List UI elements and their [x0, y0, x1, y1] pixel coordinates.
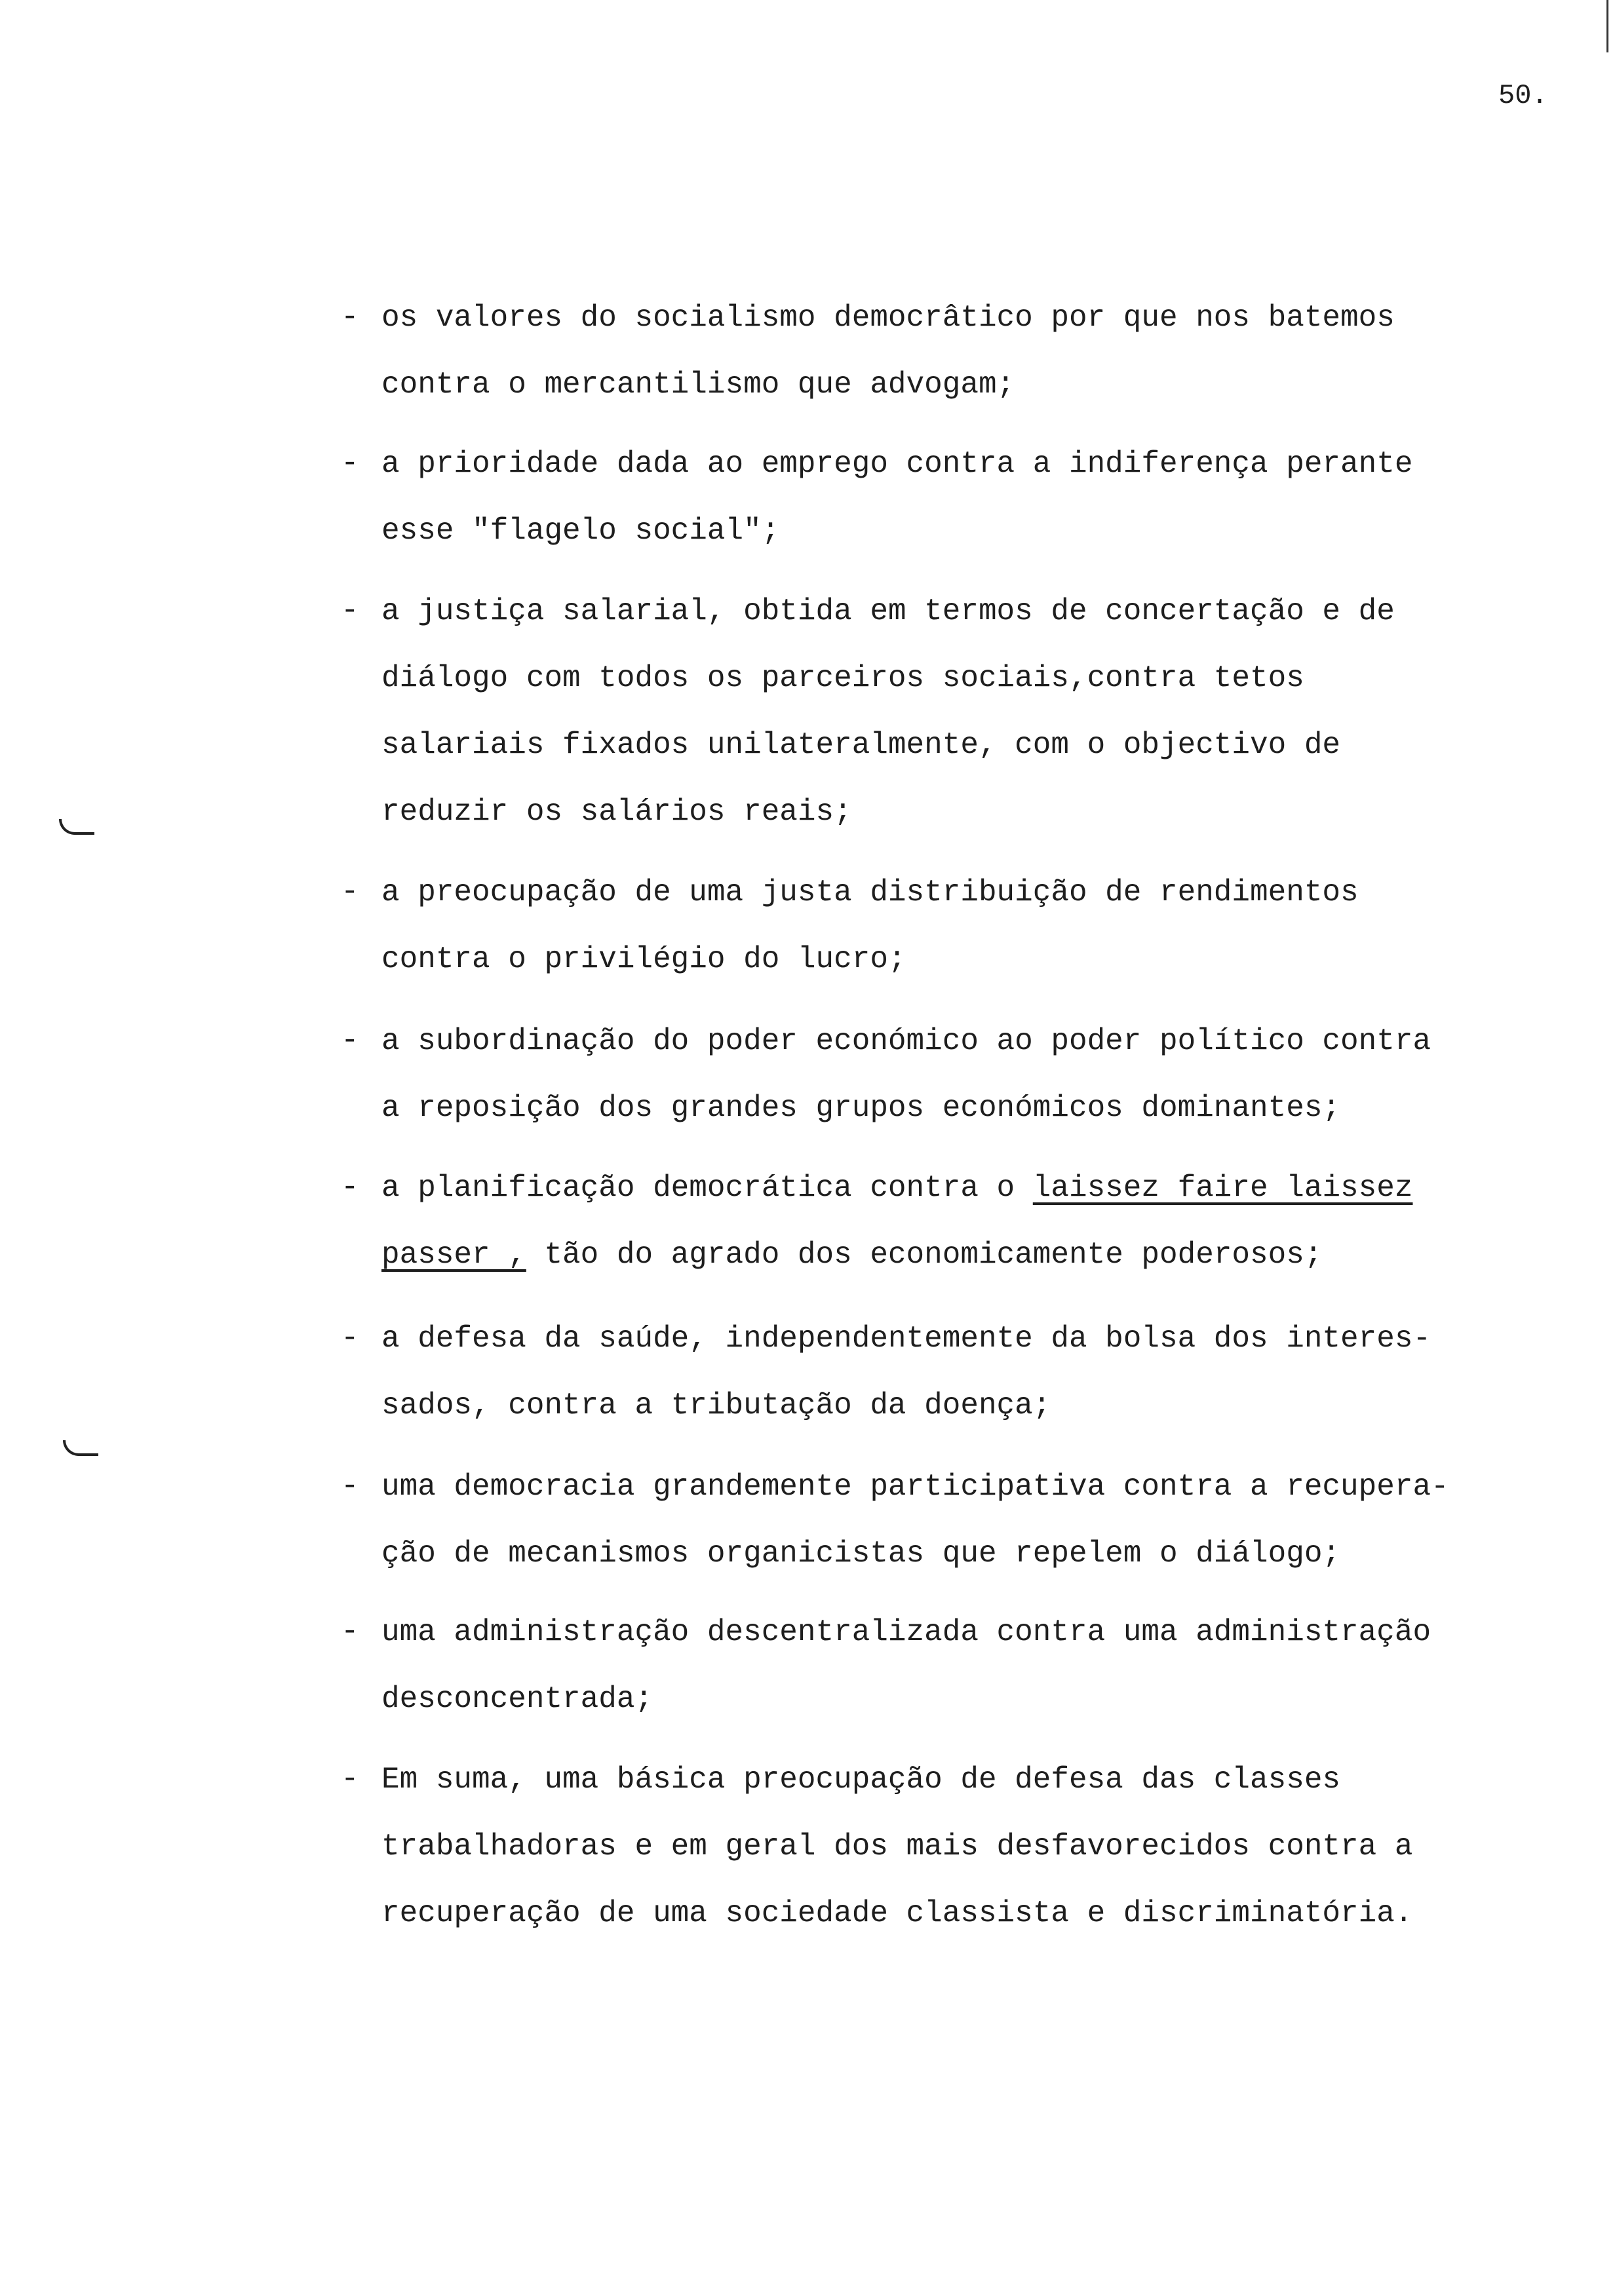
text-line: contra o privilégio do lucro;: [381, 942, 906, 976]
list-item: [341, 430, 1586, 564]
text-line: reduzir os salários reais;: [381, 795, 852, 829]
list-item: [341, 284, 1586, 418]
list-item-text: [381, 284, 1586, 418]
text-segment: a planificação democrática contra o: [381, 1171, 1033, 1205]
text-line: a reposição dos grandes grupos económicos dominantes;: [381, 1091, 1341, 1125]
list-item-text: [381, 1453, 1586, 1587]
list-item: [341, 578, 1586, 845]
text-line: os valores do socialismo democrâtico por que nos batemos: [381, 301, 1395, 335]
list-item-text: [381, 430, 1586, 564]
list-item: [341, 1008, 1586, 1141]
text-segment: tão do agrado dos economicamente poderosos;: [526, 1238, 1323, 1272]
text-line: ção de mecanismos organicistas que repelem o diálogo;: [381, 1537, 1341, 1571]
list-item: [341, 859, 1586, 993]
text-line: esse "flagelo social";: [381, 514, 780, 548]
list-item: [341, 1453, 1586, 1587]
list-bullet-dash: -: [341, 1615, 359, 1649]
list-item-text: [381, 1155, 1586, 1288]
list-item: [341, 1599, 1586, 1732]
list-bullet-dash: -: [341, 1321, 359, 1355]
list-bullet-dash: -: [341, 300, 359, 334]
list-bullet-dash: -: [341, 1170, 359, 1204]
list-item-text: [381, 1746, 1586, 1947]
list-item: [341, 1746, 1586, 1947]
list-bullet-dash: -: [341, 1469, 359, 1503]
underlined-phrase: laissez faire laissez: [1032, 1171, 1413, 1205]
text-line: contra o mercantilismo que advogam;: [381, 368, 1015, 402]
list-bullet-dash: -: [341, 594, 359, 628]
margin-pencil-mark: [63, 1440, 98, 1456]
text-line: diálogo com todos os parceiros sociais,contra tetos: [381, 661, 1304, 695]
text-line: desconcentrada;: [381, 1682, 653, 1716]
text-line: uma democracia grandemente participativa contra a recupera-: [381, 1470, 1449, 1504]
text-line: a subordinação do poder económico ao poder político contra: [381, 1024, 1431, 1058]
text-line: [381, 1155, 1586, 1221]
list-item-text: [381, 1008, 1586, 1141]
underlined-phrase: passer ,: [381, 1238, 526, 1272]
page-number: 50.: [1498, 80, 1548, 111]
list-item: [341, 1305, 1586, 1439]
list-item-text: [381, 859, 1586, 993]
list-bullet-dash: -: [341, 875, 359, 909]
margin-tick-mark: [1606, 0, 1608, 52]
text-line: [381, 1221, 1586, 1288]
list-bullet-dash: -: [341, 446, 359, 480]
text-line: Em suma, uma básica preocupação de defesa das classes: [381, 1763, 1341, 1797]
text-line: trabalhadoras e em geral dos mais desfavorecidos contra a: [381, 1829, 1413, 1864]
text-line: sados, contra a tributação da doença;: [381, 1388, 1051, 1423]
text-line: a defesa da saúde, independentemente da bolsa dos interes-: [381, 1322, 1431, 1356]
list-item-text: [381, 1599, 1586, 1732]
list-bullet-dash: -: [341, 1024, 359, 1058]
list-item: [341, 1155, 1586, 1288]
text-line: a prioridade dada ao emprego contra a indiferença perante: [381, 447, 1413, 481]
margin-pencil-mark: [59, 819, 94, 835]
text-line: a justiça salarial, obtida em termos de concertação e de: [381, 594, 1395, 628]
text-line: uma administração descentralizada contra uma administração: [381, 1615, 1431, 1649]
list-item-text: [381, 578, 1586, 845]
list-item-text: [381, 1305, 1586, 1439]
list-bullet-dash: -: [341, 1762, 359, 1796]
text-line: recuperação de uma sociedade classista e discriminatória.: [381, 1896, 1413, 1930]
text-line: salariais fixados unilateralmente, com o objectivo de: [381, 728, 1341, 762]
text-line: a preocupação de uma justa distribuição de rendimentos: [381, 875, 1359, 909]
